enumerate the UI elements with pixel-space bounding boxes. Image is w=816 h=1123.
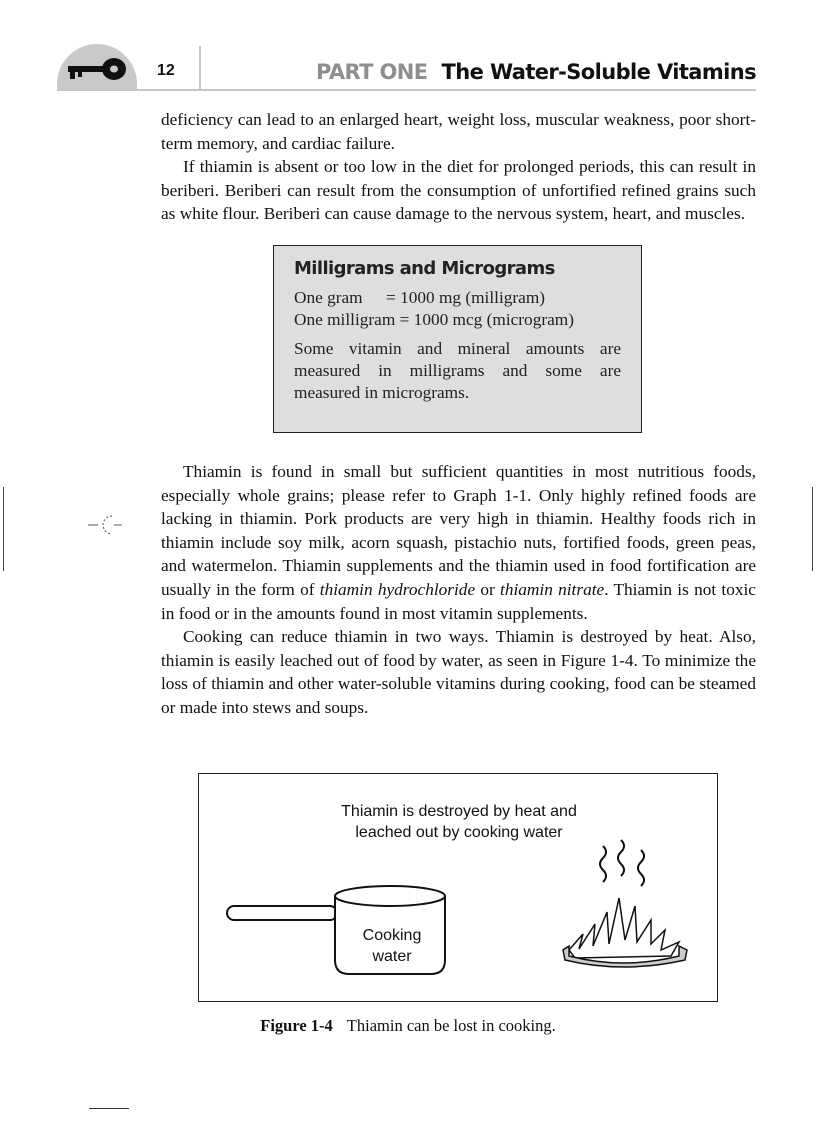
steam-wave-1 xyxy=(600,846,606,882)
sidebar-milligram-line xyxy=(294,309,621,331)
figure-cooking xyxy=(198,773,718,1002)
sidebar-title: Milligrams and Micrograms xyxy=(294,258,555,279)
figure-caption xyxy=(0,1016,816,1036)
header-divider xyxy=(199,46,201,90)
pot-label xyxy=(349,925,435,967)
registration-mark-icon xyxy=(86,510,126,540)
running-header xyxy=(316,60,756,84)
steam-wave-2 xyxy=(618,840,624,876)
sidebar-milligram-value: = 1000 mcg (microgram) xyxy=(399,310,574,329)
header-section: The Water-Soluble Vitamins xyxy=(441,60,756,84)
figure-headline-line-2: leached out by cooking water xyxy=(355,824,563,841)
pot-rim xyxy=(335,886,445,906)
header-rule xyxy=(57,89,756,91)
sidebar-gram-line xyxy=(294,287,621,309)
sidebar-note: Some vitamin and mineral amounts are measured in milligrams and some are measured in micrograms. xyxy=(294,339,621,402)
paragraph-deficiency: deficiency can lead to an enlarged heart, weight loss, muscular weakness, poor short-term memory, and cardiac failure. xyxy=(161,110,756,153)
page-number: 12 xyxy=(157,62,175,79)
pot-handle xyxy=(227,906,337,920)
header-part: PART ONE xyxy=(315,60,428,84)
paragraph-food-sources-text-c: . Thiamin is not toxic in food or in the amounts found in most vitamin supplements. xyxy=(161,579,756,623)
figure-caption-text: Thiamin can be lost in cooking. xyxy=(346,1016,556,1035)
figure-number: Figure 1-4 xyxy=(260,1016,333,1035)
paragraph-beriberi: If thiamin is absent or too low in the diet for prolonged periods, this can result in beriberi. Beriberi can result from the consumption of unfortified refined grains such as white flour. Beriberi can cause damage to the nervous system, heart, and muscles. xyxy=(161,157,756,224)
sidebar-gram-value: = 1000 mg (milligram) xyxy=(386,288,546,307)
flame-icon xyxy=(569,898,679,958)
term-thiamin-hydrochloride: thiamin hydrochloride xyxy=(319,579,476,599)
sidebar-gram-label: One gram xyxy=(294,288,363,307)
paragraph-food-sources-text-b: or xyxy=(475,579,501,599)
margin-bar-left xyxy=(3,487,4,571)
figure-headline xyxy=(329,801,589,843)
pot-label-line-1: Cooking xyxy=(362,927,422,944)
term-thiamin-nitrate: thiamin nitrate xyxy=(500,579,605,599)
paragraph-food-sources-text-a: Thiamin is found in small but sufficient quantities in most nutritious foods, especially whole grains; please refer to Graph 1-1. Only highly refined foods are lacking in thiamin. Pork products are very high in thiamin. Healthy foods rich in thiamin include soy milk, acorn squash, pistachio nuts, fortified foods, green peas, and watermelon. Thiamin supplements and the thiamin used in food fortification are usually in the form of xyxy=(161,462,756,599)
pot-label-line-2: water xyxy=(372,948,412,965)
key-icon xyxy=(62,56,132,86)
margin-bar-right xyxy=(812,487,813,571)
footer-rule xyxy=(89,1108,129,1109)
sidebar-milligram-label: One milligram xyxy=(294,310,396,329)
paragraph-cooking: Cooking can reduce thiamin in two ways. Thiamin is destroyed by heat. Also, thiamin is easily leached out of food by water, as seen in Figure 1-4. To minimize the loss of thiamin and other water-soluble vitamins during cooking, food can be steamed or made into stews and soups. xyxy=(161,627,756,717)
steam-wave-3 xyxy=(638,850,644,886)
figure-headline-line-1: Thiamin is destroyed by heat and xyxy=(341,803,577,820)
paragraph-food-sources xyxy=(161,460,756,625)
units-sidebar xyxy=(273,245,642,433)
